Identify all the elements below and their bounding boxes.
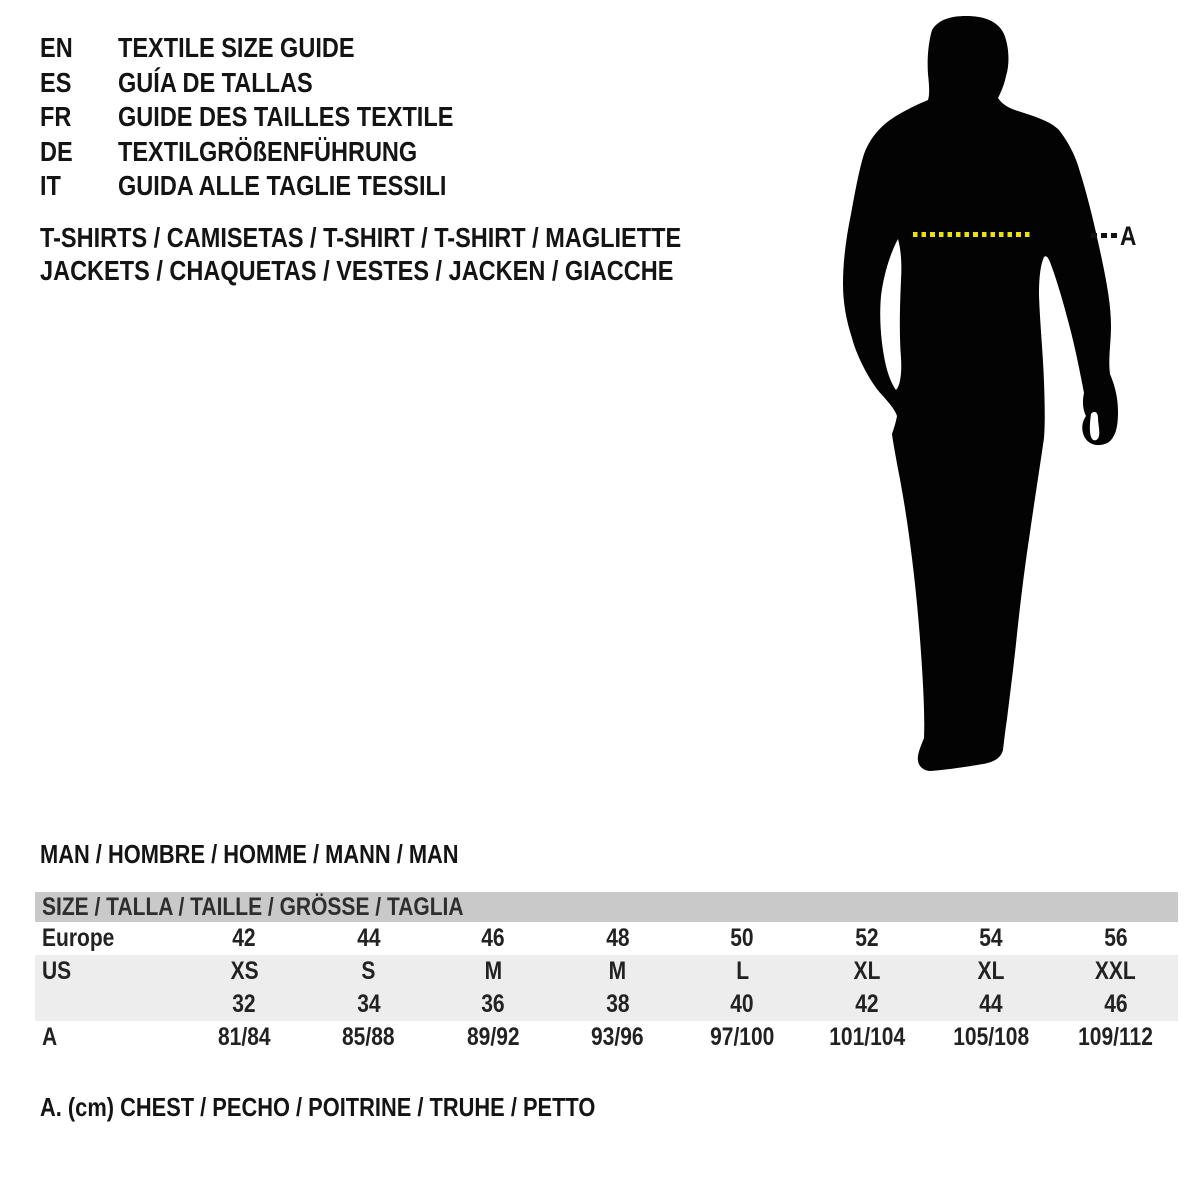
language-row-de xyxy=(40,135,517,170)
table-row-chest-a xyxy=(35,1021,1178,1054)
cell-value: XS xyxy=(230,957,259,985)
cell-value: 54 xyxy=(979,924,1003,952)
cell-value: 101/104 xyxy=(828,1023,905,1051)
cell-value: L xyxy=(735,957,749,985)
row-label: US xyxy=(42,957,72,985)
guide-title-de: TEXTILGRÖßENFÜHRUNG xyxy=(118,135,418,167)
measurement-footnote: A. (cm) CHEST / PECHO / POITRINE / TRUHE / PETTO xyxy=(40,1092,596,1122)
guide-title-en: TEXTILE SIZE GUIDE xyxy=(118,32,355,63)
cell-value: 42 xyxy=(855,990,879,1018)
cell-value: 44 xyxy=(357,924,381,952)
cell-value: 50 xyxy=(730,924,754,952)
cell-value: XXL xyxy=(1095,957,1137,985)
row-label: A xyxy=(42,1023,58,1051)
guide-title-es: GUÍA DE TALLAS xyxy=(118,66,313,98)
cell-value: S xyxy=(361,957,376,985)
cell-value: M xyxy=(608,957,627,985)
cell-value: 44 xyxy=(979,990,1003,1018)
table-row-us xyxy=(35,955,1178,988)
language-row-es xyxy=(40,66,517,101)
cell-value: 32 xyxy=(232,990,256,1018)
row-label: Europe xyxy=(42,924,115,952)
section-title-man: MAN / HOMBRE / HOMME / MANN / MAN xyxy=(40,839,459,869)
guide-title-it: GUIDA ALLE TAGLIE TESSILI xyxy=(118,170,447,202)
cell-value: 52 xyxy=(855,924,879,952)
size-table xyxy=(35,892,1178,1054)
cell-value: XL xyxy=(977,957,1005,985)
man-silhouette-figure xyxy=(828,14,1137,780)
language-code: ES xyxy=(40,66,72,98)
cell-value: 40 xyxy=(730,990,754,1018)
table-row-europe xyxy=(35,922,1178,955)
cell-value: 48 xyxy=(606,924,630,952)
table-header-row xyxy=(35,892,1178,922)
category-list xyxy=(40,221,803,287)
cell-value: 89/92 xyxy=(466,1023,520,1051)
guide-title-fr: GUIDE DES TAILLES TEXTILE xyxy=(118,101,454,133)
cell-value: 97/100 xyxy=(710,1023,775,1051)
cell-value: 46 xyxy=(1104,990,1128,1018)
cell-value: 109/112 xyxy=(1078,1023,1154,1051)
cell-value: M xyxy=(484,957,502,985)
cell-value: 56 xyxy=(1104,924,1128,952)
cell-value: 93/96 xyxy=(591,1023,645,1051)
cell-value: 42 xyxy=(232,924,256,952)
language-row-it xyxy=(40,169,517,204)
cell-value: 46 xyxy=(481,924,505,952)
language-row-en xyxy=(40,31,517,66)
category-line-jackets: JACKETS / CHAQUETAS / VESTES / JACKEN / GIACCHE xyxy=(40,255,674,286)
table-row-us-numeric xyxy=(35,988,1178,1021)
chest-measure-dotted-line xyxy=(913,232,1032,237)
measure-label-a: A xyxy=(1120,221,1137,251)
table-header-label: SIZE / TALLA / TAILLE / GRÖSSE / TAGLIA xyxy=(42,893,464,921)
cell-value: 38 xyxy=(606,990,630,1018)
cell-value: XL xyxy=(853,957,881,985)
category-line-tshirts: T-SHIRTS / CAMISETAS / T-SHIRT / T-SHIRT / MAGLIETTE xyxy=(40,222,682,253)
man-silhouette xyxy=(828,14,1128,780)
language-code: FR xyxy=(40,101,72,133)
language-code: EN xyxy=(40,32,73,63)
cell-value: 105/108 xyxy=(953,1023,1030,1051)
language-code: IT xyxy=(40,170,61,202)
cell-value: 36 xyxy=(481,990,505,1018)
measure-callout-dashes xyxy=(1091,233,1119,238)
cell-value: 34 xyxy=(357,990,381,1018)
cell-value: 81/84 xyxy=(217,1023,271,1051)
cell-value: 85/88 xyxy=(342,1023,396,1051)
language-title-list xyxy=(40,31,517,204)
language-row-fr xyxy=(40,100,517,135)
language-code: DE xyxy=(40,135,73,167)
